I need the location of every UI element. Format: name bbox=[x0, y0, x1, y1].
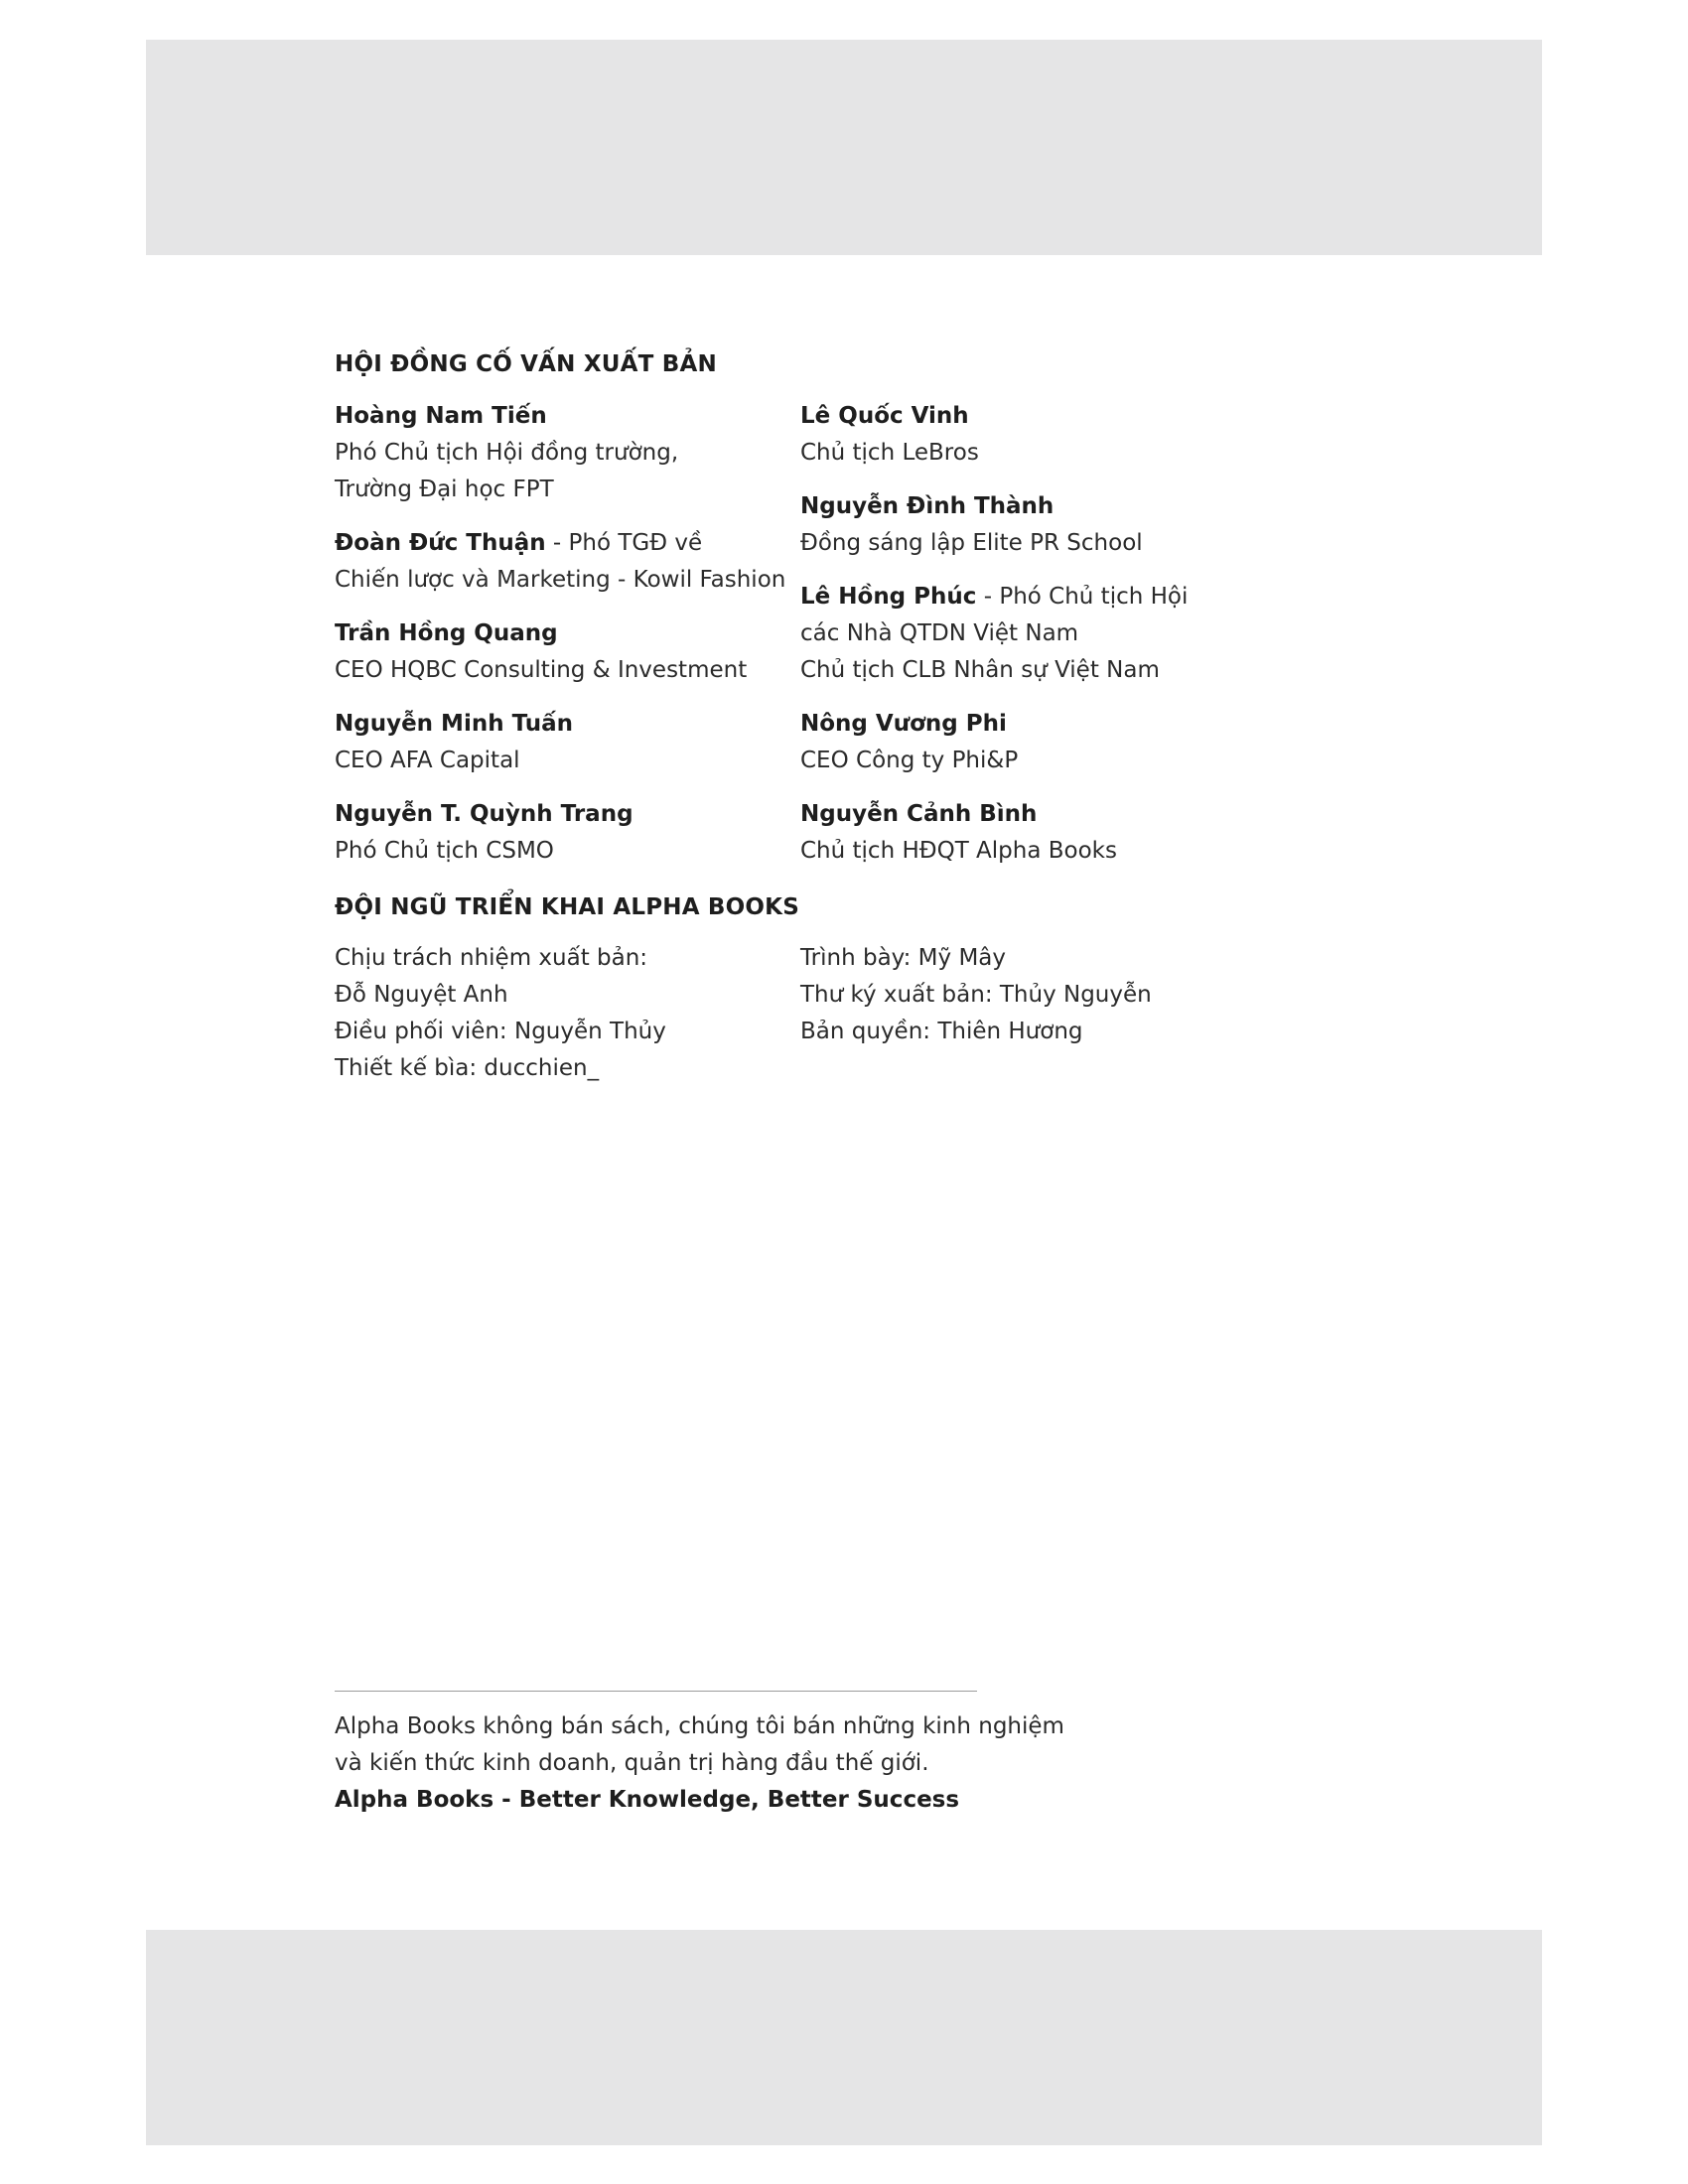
advisor-role-line: các Nhà QTDN Việt Nam bbox=[800, 620, 1079, 646]
team-right-column bbox=[800, 940, 1237, 1050]
advisor-entry bbox=[800, 796, 1237, 870]
advisor-role-line: Chủ tịch HĐQT Alpha Books bbox=[800, 838, 1117, 864]
team-credit-line: Chịu trách nhiệm xuất bản: bbox=[335, 945, 648, 971]
advisor-name: Đoàn Đức Thuận bbox=[335, 530, 546, 556]
advisor-name: Nguyễn Minh Tuấn bbox=[335, 711, 574, 737]
advisor-entry bbox=[800, 488, 1237, 562]
advisory-board-heading: HỘI ĐỒNG CỐ VẤN XUẤT BẢN bbox=[335, 351, 717, 377]
team-credit-line: Điều phối viên: Nguyễn Thủy bbox=[335, 1019, 666, 1044]
team-credit-line: Thiết kế bìa: ducchien_ bbox=[335, 1055, 600, 1081]
advisor-name: Trần Hồng Quang bbox=[335, 620, 558, 646]
advisor-role-line: Chiến lược và Marketing - Kowil Fashion bbox=[335, 567, 786, 593]
advisor-entry bbox=[335, 706, 772, 779]
team-credit-line: Bản quyền: Thiên Hương bbox=[800, 1019, 1083, 1044]
advisor-role-line: Phó Chủ tịch Hội đồng trường, bbox=[335, 440, 679, 466]
advisor-entry bbox=[335, 525, 786, 599]
team-credit-line: Thư ký xuất bản: Thủy Nguyễn bbox=[800, 982, 1152, 1008]
advisor-role-line: CEO HQBC Consulting & Investment bbox=[335, 657, 748, 683]
advisor-entry bbox=[800, 706, 1237, 779]
advisor-role-line: Phó Chủ tịch CSMO bbox=[335, 838, 554, 864]
advisor-role-line: Chủ tịch LeBros bbox=[800, 440, 979, 466]
advisor-role-line: CEO Công ty Phi&P bbox=[800, 748, 1019, 773]
advisor-role-line: Trường Đại học FPT bbox=[335, 477, 554, 502]
team-credit-line: Đỗ Nguyệt Anh bbox=[335, 982, 508, 1008]
advisor-role-line: CEO AFA Capital bbox=[335, 748, 520, 773]
slogan-line-1: Alpha Books không bán sách, chúng tôi bán những kinh nghiệm bbox=[335, 1713, 1064, 1739]
advisor-entry bbox=[335, 615, 772, 689]
advisor-name: Lê Quốc Vinh bbox=[800, 403, 969, 429]
slogan-tagline: Alpha Books - Better Knowledge, Better Success bbox=[335, 1787, 960, 1813]
slogan-line-2: và kiến thức kinh doanh, quản trị hàng đầu thế giới. bbox=[335, 1750, 929, 1776]
team-credit-line: Trình bày: Mỹ Mây bbox=[800, 945, 1006, 971]
advisors-left-column bbox=[335, 398, 786, 887]
bottom-gray-band bbox=[146, 1930, 1542, 2145]
advisor-name: Nguyễn Đình Thành bbox=[800, 493, 1055, 519]
advisor-role-inline: - Phó Chủ tịch Hội bbox=[976, 584, 1189, 610]
advisor-role-line: Đồng sáng lập Elite PR School bbox=[800, 530, 1143, 556]
advisor-role-line: Chủ tịch CLB Nhân sự Việt Nam bbox=[800, 657, 1160, 683]
advisor-name: Nguyễn Cảnh Bình bbox=[800, 801, 1038, 827]
advisor-entry bbox=[800, 398, 1237, 472]
team-left-column bbox=[335, 940, 772, 1087]
top-gray-band bbox=[146, 40, 1542, 255]
advisor-name: Nguyễn T. Quỳnh Trang bbox=[335, 801, 633, 827]
advisor-entry bbox=[335, 398, 772, 508]
team-heading: ĐỘI NGŨ TRIỂN KHAI ALPHA BOOKS bbox=[335, 894, 799, 920]
advisor-name: Nông Vương Phi bbox=[800, 711, 1007, 737]
advisor-entry bbox=[800, 579, 1237, 689]
advisors-right-column bbox=[800, 398, 1237, 887]
advisor-name: Hoàng Nam Tiến bbox=[335, 403, 547, 429]
advisor-entry bbox=[335, 796, 772, 870]
advisor-role-inline: - Phó TGĐ về bbox=[545, 530, 703, 556]
footer-divider bbox=[335, 1691, 977, 1692]
advisor-name: Lê Hồng Phúc bbox=[800, 584, 977, 610]
footer-slogan bbox=[335, 1708, 1064, 1819]
